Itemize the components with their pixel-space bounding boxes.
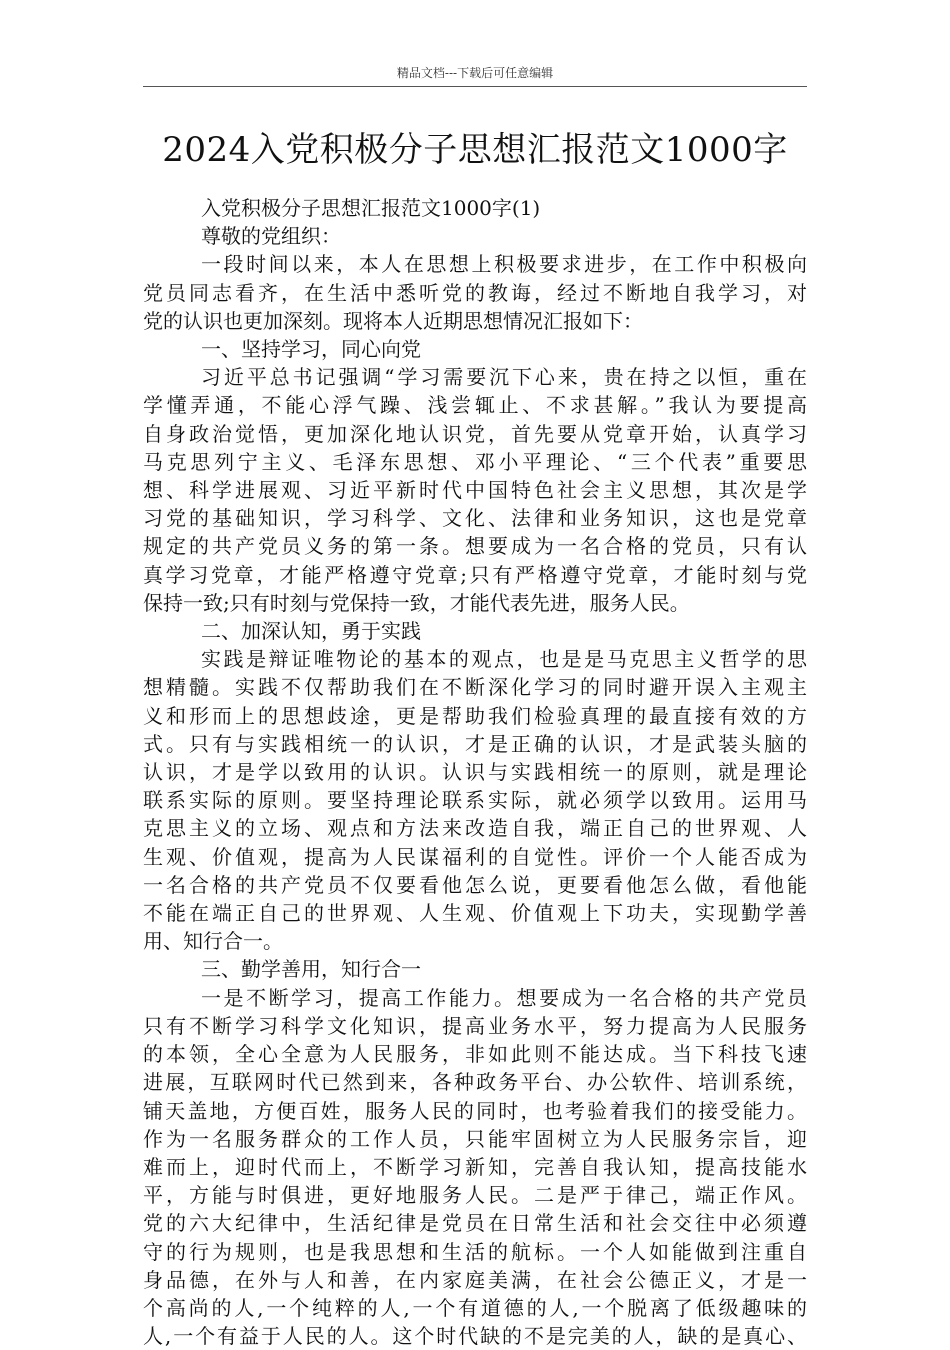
body-line: 入党积极分子思想汇报范文1000字(1) (201, 196, 541, 220)
body-line: 难而上，迎时代而上，不断学习新知，完善自我认知，提高技能水 (143, 1154, 807, 1179)
body-line: 党的认识也更加深刻。现将本人近期思想情况汇报如下： (143, 308, 643, 333)
body-line: 守的行为规则，也是我思想和生活的航标。一个人如能做到注重自 (143, 1239, 807, 1264)
body-line: 马克思列宁主义、毛泽东思想、邓小平理论、“三个代表”重要思 (143, 449, 807, 474)
body-line: 保持一致;只有时刻与党保持一致，才能代表先进，服务人民。 (143, 590, 690, 615)
body-line: 生观、价值观，提高为人民谋福利的自觉性。评价一个人能否成为 (143, 844, 807, 869)
body-line: 习近平总书记强调“学习需要沉下心来，贵在持之以恒，重在 (201, 365, 807, 390)
body-line: 一段时间以来，本人在思想上积极要求进步，在工作中积极向 (201, 252, 807, 277)
body-line: 进展，互联网时代已然到来，各种政务平台、办公软件、培训系统， (143, 1070, 807, 1095)
body-line: 想、科学进展观、习近平新时代中国特色社会主义思想，其次是学 (143, 478, 807, 503)
body-line: 克思主义的立场、观点和方法来改造自我，端正自己的世界观、人 (143, 816, 807, 841)
body-line: 一、坚持学习，同心向党 (201, 337, 421, 362)
body-line: 联系实际的原则。要坚持理论联系实际，就必须学以致用。运用马 (143, 788, 807, 813)
body-line: 平，方能与时俱进，更好地服务人民。二是严于律己，端正作风。 (143, 1183, 807, 1208)
body-line: 作为一名服务群众的工作人员，只能牢固树立为人民服务宗旨，迎 (143, 1126, 807, 1151)
body-line: 自身政治觉悟，更加深化地认识党，首先要从党章开始，认真学习 (143, 421, 807, 446)
body-line: 铺天盖地，方便百姓，服务人民的同时，也考验着我们的接受能力。 (143, 1098, 807, 1123)
body-line: 身品德，在外与人和善，在内家庭美满，在社会公德正义，才是一 (143, 1267, 807, 1292)
header-divider (143, 86, 807, 87)
body-line: 三、勤学善用，知行合一 (201, 957, 421, 982)
body-line: 个高尚的人,一个纯粹的人,一个有道德的人,一个脱离了低级趣味的 (143, 1295, 807, 1320)
body-line: 一是不断学习，提高工作能力。想要成为一名合格的共产党员 (201, 985, 807, 1010)
body-line: 规定的共产党员义务的第一条。想要成为一名合格的党员，只有认 (143, 534, 807, 559)
body-line: 一名合格的共产党员不仅要看他怎么说，更要看他怎么做，看他能 (143, 872, 807, 897)
body-line: 认识，才是学以致用的认识。认识与实践相统一的原则，就是理论 (143, 760, 807, 785)
body-line: 真学习党章，才能严格遵守党章;只有严格遵守党章，才能时刻与党 (143, 562, 807, 587)
body-line: 式。只有与实践相统一的认识，才是正确的认识，才是武装头脑的 (143, 731, 807, 756)
body-line: 用、知行合一。 (143, 929, 283, 954)
body-line: 学懂弄通，不能心浮气躁、浅尝辄止、不求甚解。”我认为要提高 (143, 393, 807, 418)
document-title: 2024入党积极分子思想汇报范文1000字 (162, 130, 788, 170)
page-header-note: 精品文档---下载后可任意编辑 (396, 66, 554, 80)
body-line: 习党的基础知识，学习科学、文化、法律和业务知识，这也是党章 (143, 506, 807, 531)
body-line: 实践是辩证唯物论的基本的观点，也是是马克思主义哲学的思 (201, 647, 807, 672)
body-line: 党的六大纪律中，生活纪律是党员在日常生活和社会交往中必须遵 (143, 1211, 807, 1236)
body-line: 尊敬的党组织： (201, 224, 341, 249)
body-line: 二、加深认知，勇于实践 (201, 619, 421, 644)
body-line: 只有不断学习科学文化知识，提高业务水平，努力提高为人民服务 (143, 1013, 807, 1038)
body-line: 想精髓。实践不仅帮助我们在不断深化学习的同时避开误入主观主 (143, 675, 807, 700)
document-body (143, 194, 807, 1350)
body-line: 人,一个有益于人民的人。这个时代缺的不是完美的人，缺的是真心、 (143, 1324, 807, 1349)
body-line: 的本领，全心全意为人民服务，非如此则不能达成。当下科技飞速 (143, 1042, 807, 1067)
body-line: 党员同志看齐，在生活中悉听党的教诲，经过不断地自我学习，对 (143, 280, 807, 305)
body-line: 义和形而上的思想歧途，更是帮助我们检验真理的最直接有效的方 (143, 703, 807, 728)
body-line: 不能在端正自己的世界观、人生观、价值观上下功夫，实现勤学善 (143, 901, 807, 926)
